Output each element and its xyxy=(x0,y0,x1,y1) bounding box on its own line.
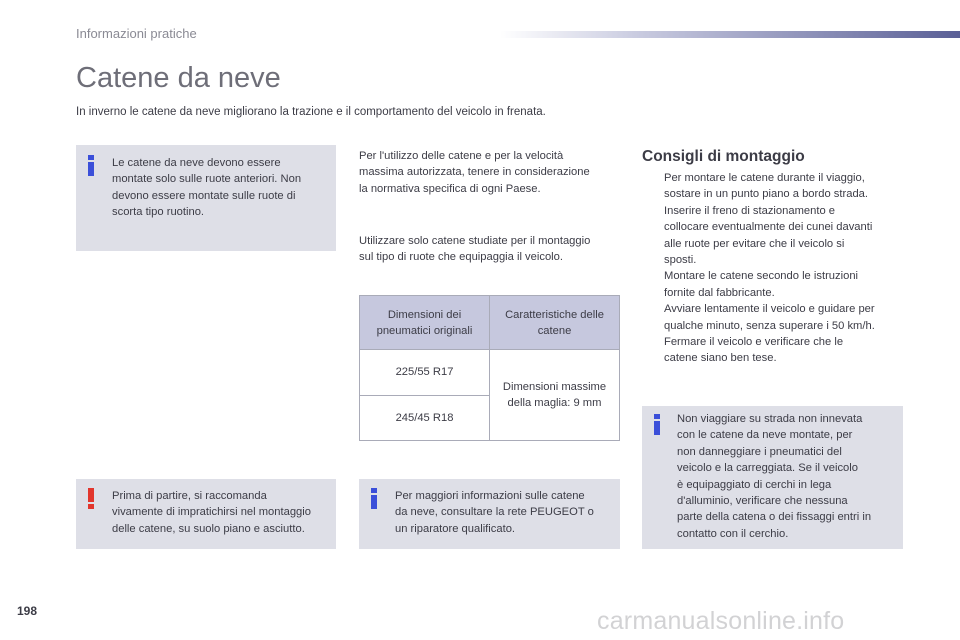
warning-line: vivamente di impratichirsi nel montaggio xyxy=(112,506,311,519)
paragraph-line: massima autorizzata, tenere in considerazione xyxy=(359,166,590,179)
tip-line: qualche minuto, senza superare i 50 km/h. xyxy=(664,319,875,332)
note-line: parte della catena o dei fissaggi entri in xyxy=(677,511,872,524)
mounting-heading: Consigli di montaggio xyxy=(642,148,805,165)
list-item xyxy=(642,268,906,301)
note-alloy-box xyxy=(642,406,903,549)
tip-line: collocare eventualmente dei cunei davanti xyxy=(664,221,873,234)
tip-line: Avviare lentamente il veicolo e guidare per xyxy=(664,303,875,316)
header-tyre-sizes xyxy=(360,296,490,350)
header-chain-characteristics xyxy=(490,296,620,350)
tip-line: Fermare il veicolo e verificare che le xyxy=(664,336,844,349)
chain-spec-line: Dimensioni massime xyxy=(502,381,607,393)
tip-line: alle ruote per evitare che il veicolo si xyxy=(664,237,845,250)
tip-line: Montare le catene secondo le istruzioni xyxy=(664,270,859,283)
warning-practice-box xyxy=(76,479,336,549)
note-line: devono essere montate sulle ruote di xyxy=(112,189,296,202)
section-label: Informazioni pratiche xyxy=(76,26,197,41)
info-icon xyxy=(88,155,94,176)
chain-spec-table xyxy=(359,295,620,441)
table-header-row xyxy=(360,296,620,350)
list-item xyxy=(642,170,906,203)
header-line: Caratteristiche delle xyxy=(505,308,604,321)
tip-line: catene siano ben tese. xyxy=(664,352,777,365)
warning-icon xyxy=(88,488,94,509)
tip-line: sposti. xyxy=(664,254,697,267)
paragraph-line: Utilizzare solo catene studiate per il montaggio xyxy=(359,235,591,247)
note-front-wheels-box xyxy=(76,145,336,251)
note-line: veicolo e la carreggiata. Se il veicolo xyxy=(677,462,858,475)
note-line: contatto con il cerchio. xyxy=(677,527,789,540)
note-line: scorta tipo ruotino. xyxy=(112,206,205,219)
list-item xyxy=(642,301,906,334)
paragraph-line: la normativa specifica di ogni Paese. xyxy=(359,182,541,195)
tyre-size-cell: 225/55 R17 xyxy=(360,350,490,396)
chain-spec-cell xyxy=(490,350,620,441)
note-line: da neve, consultare la rete PEUGEOT o xyxy=(395,506,594,519)
header-line: catene xyxy=(537,324,572,337)
note-line: Per maggiori informazioni sulle catene xyxy=(395,490,585,502)
chain-spec-line: della maglia: 9 mm xyxy=(507,397,602,409)
list-item xyxy=(642,334,906,367)
paragraph-line: sul tipo di ruote che equipaggia il veicolo. xyxy=(359,251,563,264)
info-icon xyxy=(371,488,377,509)
info-icon xyxy=(654,414,660,435)
mounting-tips-list xyxy=(642,170,906,367)
page-number: 198 xyxy=(17,604,38,618)
tip-line: Per montare le catene durante il viaggio, xyxy=(664,172,865,184)
note-line: Non viaggiare su strada non innevata xyxy=(677,413,863,425)
list-item xyxy=(642,203,906,269)
tip-line: Inserire il freno di stazionamento e xyxy=(664,204,836,217)
watermark: carmanualsonline.info xyxy=(597,607,845,635)
note-line: d'alluminio, verificare che nessuna xyxy=(677,495,848,508)
note-line: un riparatore qualificato. xyxy=(395,522,516,535)
speed-regulation-paragraph xyxy=(359,148,621,197)
note-line: montate solo sulle ruote anteriori. Non xyxy=(112,173,302,186)
note-line: Le catene da neve devono essere xyxy=(112,157,281,169)
table-row xyxy=(360,350,620,396)
warning-line: delle catene, su suolo piano e asciutto. xyxy=(112,522,305,535)
header-line: Dimensioni dei xyxy=(387,308,462,321)
page-title: Catene da neve xyxy=(76,62,281,94)
tip-line: sostare in un punto piano a bordo strada. xyxy=(664,188,869,201)
warning-line: Prima di partire, si raccomanda xyxy=(112,490,267,502)
approved-chains-paragraph xyxy=(359,233,621,266)
note-line: è equipaggiato di cerchi in lega xyxy=(677,478,832,491)
note-line: non danneggiare i pneumatici del xyxy=(677,445,842,458)
intro-text: In inverno le catene da neve migliorano la trazione e il comportamento del veicolo in frenata. xyxy=(76,106,546,118)
header-line: pneumatici originali xyxy=(376,324,473,337)
note-line: con le catene da neve montate, per xyxy=(677,429,853,442)
paragraph-line: Per l'utilizzo delle catene e per la velocità xyxy=(359,150,564,162)
tip-line: fornite dal fabbricante. xyxy=(664,286,775,299)
note-peugeot-box xyxy=(359,479,620,549)
tyre-size-cell: 245/45 R18 xyxy=(360,395,490,441)
header-accent-bar xyxy=(500,31,960,38)
